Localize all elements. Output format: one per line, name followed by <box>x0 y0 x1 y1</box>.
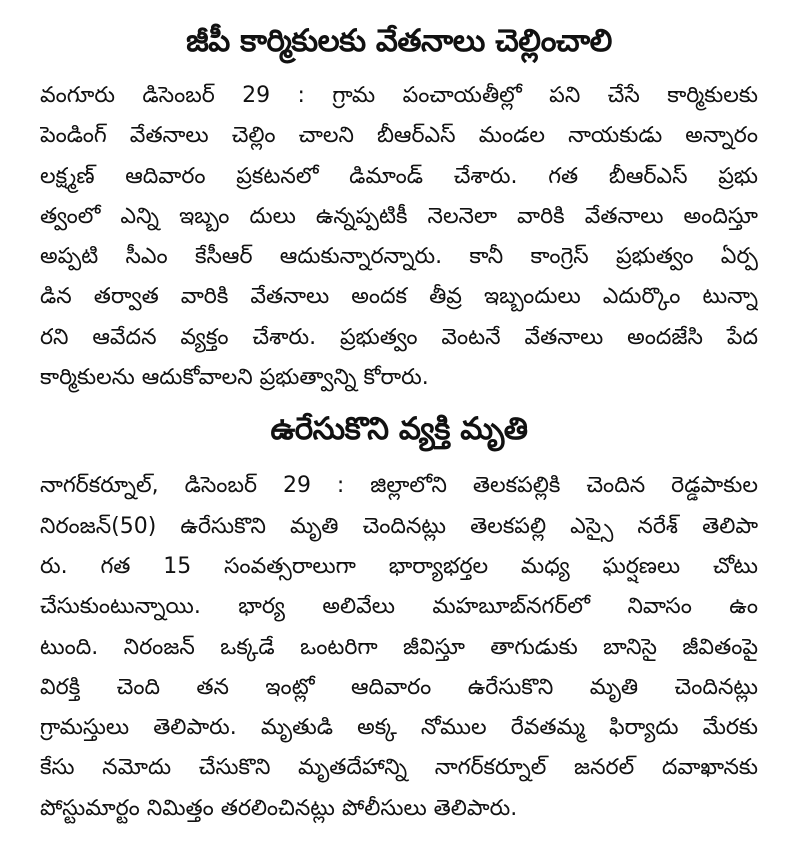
article-line: పోస్టుమార్టం నిమిత్తం తరలించినట్లు పోలీసులు తెలిపారు. <box>40 795 518 821</box>
article-line: అప్పటి సీఎం కేసీఆర్ ఆదుకున్నారన్నారు. కానీ కాంగ్రెస్ ప్రభుత్వం ఏర్ప <box>40 244 758 270</box>
article-line: త్వంలో ఎన్ని ఇబ్బం దులు ఉన్నప్పటికీ నెలనెలా వారికి వేతనాలు అందిస్తూ <box>40 203 758 229</box>
article-line: కేసు నమోదు చేసుకొని మృతదేహాన్ని నాగర్‌కర్నూల్ జనరల్ దవాఖానకు <box>40 755 758 781</box>
article-line: గ్రామస్తులు తెలిపారు. మృతుడి అక్క నోముల రేవతమ్మ ఫిర్యాదు మేరకు <box>40 715 758 741</box>
article-line: కార్మికులను ఆదుకోవాలని ప్రభుత్వాన్ని కోరారు. <box>40 365 429 391</box>
article-line: లక్ష్మణ్ ఆదివారం ప్రకటనలో డిమాండ్ చేశారు. గత బీఆర్ఎస్ ప్రభు <box>40 163 758 189</box>
article-line: నాగర్‌కర్నూల్, డిసెంబర్ 29 : జిల్లాలోని తెలకపల్లికి చెందిన రెడ్డపాకుల <box>40 473 758 499</box>
headline-suicide-death: ఉరేసుకొని వ్యక్తి మృతి <box>270 411 528 448</box>
article-line: డిన తర్వాత వారికి వేతనాలు అందక తీవ్ర ఇబ్బందులు ఎదుర్కొం టున్నా <box>40 284 758 310</box>
article-suicide-body <box>40 466 758 829</box>
article-line: చేసుకుంటున్నాయి. భార్య అలివేలు మహబూబ్‌నగర్‌లో నివాసం ఉం <box>40 594 758 620</box>
article-gp-workers-body <box>40 76 758 398</box>
article-line: టుంది. నిరంజన్ ఒక్కడే ఒంటరిగా జీవిస్తూ తాగుడుకు బానిసై జీవితంపై <box>40 634 758 660</box>
article-line: రు. గత 15 సంవత్సరాలుగా భార్యాభర్తల మధ్య ఘర్షణలు చోటు <box>40 553 758 579</box>
headline-gp-workers-wages: జీపీ కార్మికులకు వేతనాలు చెల్లించాలి <box>186 23 612 59</box>
article-line: నిరంజన్(50) ఉరేసుకొని మృతి చెందినట్లు తెలకపల్లి ఎస్సై నరేశ్ తెలిపా <box>40 513 758 539</box>
article-line: విరక్తి చెంది తన ఇంట్లో ఆదివారం ఉరేసుకొని మృతి చెందినట్లు <box>40 674 758 700</box>
article-line: పెండింగ్ వేతనాలు చెల్లిం చాలని బీఆర్ఎస్ మండల నాయకుడు అన్నారం <box>40 123 758 149</box>
article-line: వంగూరు డిసెంబర్ 29 : గ్రామ పంచాయతీల్లో పని చేసే కార్మికులకు <box>40 83 758 108</box>
article-line: రని ఆవేదన వ్యక్తం చేశారు. ప్రభుత్వం వెంటనే వేతనాలు అందజేసి పేద <box>40 324 758 350</box>
